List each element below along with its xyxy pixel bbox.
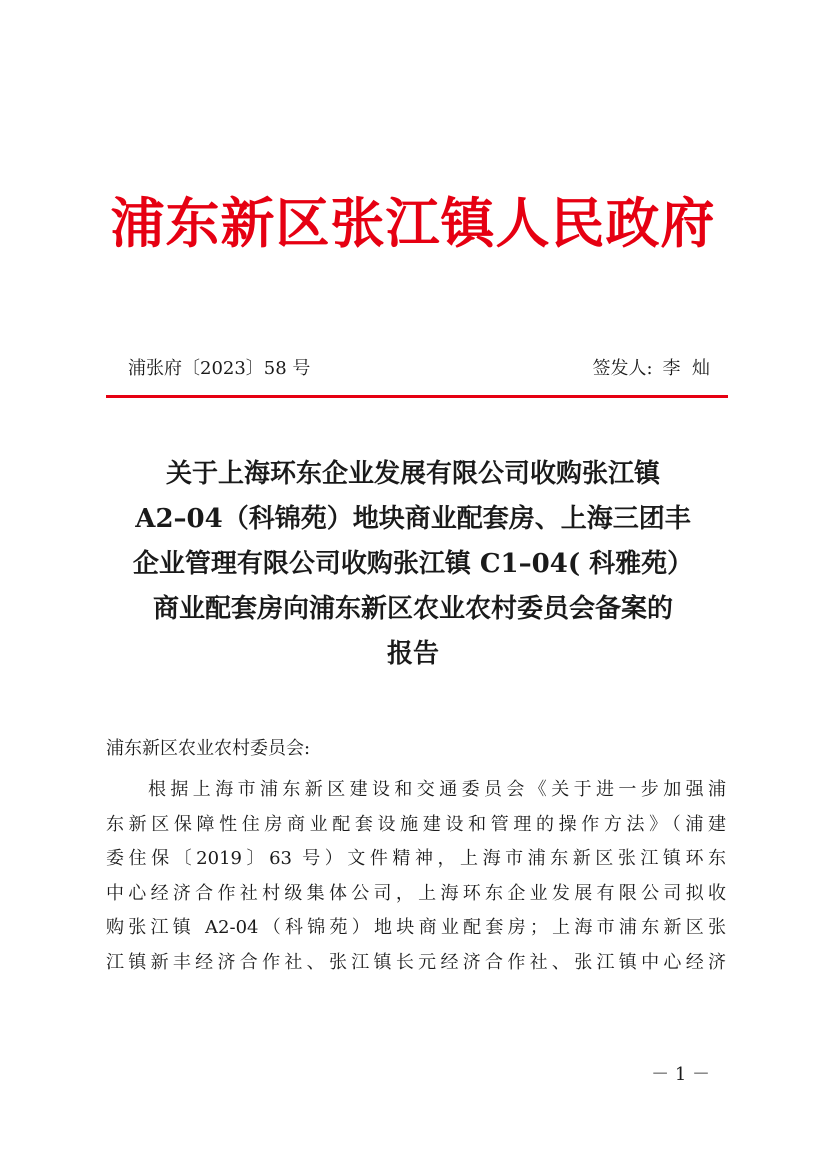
- body-line: 委住保〔2019〕63 号）文件精神，上海市浦东新区张江镇环东: [106, 848, 726, 869]
- page-number: － 1 －: [651, 1064, 710, 1085]
- title-line: 报告: [386, 639, 439, 669]
- title-line: 企业管理有限公司收购张江镇 C1–04( 科雅苑）: [132, 549, 694, 579]
- document-number: 浦张府〔2023〕58 号: [128, 358, 311, 379]
- issuing-authority-masthead: 浦东新区张江镇人民政府: [110, 191, 716, 255]
- signer-label: 签发人:: [592, 358, 653, 379]
- body-line: 东新区保障性住房商业配套设施建设和管理的操作方法》（浦建: [106, 813, 726, 835]
- signer-block: [592, 356, 710, 382]
- signer-name: 李 灿: [662, 358, 710, 379]
- salutation: 浦东新区农业农村委员会:: [106, 738, 311, 759]
- body-paragraph: [106, 773, 726, 980]
- title-line: 商业配套房向浦东新区农业农村委员会备案的: [152, 594, 673, 624]
- title-line: 关于上海环东企业发展有限公司收购张江镇: [165, 459, 660, 489]
- red-divider-rule: [106, 395, 728, 398]
- body-line: 江镇新丰经济合作社、张江镇长元经济合作社、张江镇中心经济: [106, 951, 726, 973]
- body-line: 根据上海市浦东新区建设和交通委员会《关于进一步加强浦: [148, 779, 726, 800]
- body-line: 中心经济合作社村级集体公司，上海环东企业发展有限公司拟收: [106, 882, 726, 904]
- body-line: 购张江镇 A2-04（科锦苑）地块商业配套房；上海市浦东新区张: [106, 917, 726, 938]
- document-title: [100, 452, 726, 677]
- title-line: A2–04（科锦苑）地块商业配套房、上海三团丰: [135, 504, 691, 534]
